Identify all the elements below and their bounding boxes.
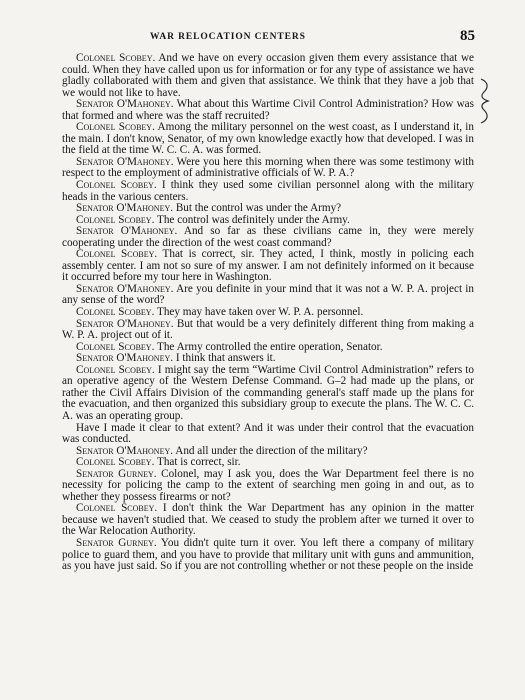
paragraph-text: But the control was under the Army?: [175, 202, 342, 215]
paragraph-text: That is correct, sir.: [157, 456, 241, 469]
paragraph-text: Colonel, may I ask you, does the War Department feel there is no necessity for policing the camp to the extent of searching men going in and out, as to whether they possess firearms or not?: [62, 467, 474, 503]
transcript-paragraph: [62, 99, 474, 122]
speaker-name: Colonel Scobey.: [76, 502, 158, 515]
paragraph-text: I might say the term “Wartime Civil Control Administration” refers to an operative agency of the Western Defense Command. G–2 had made up the plans, or rather the Civil Affairs Division of the commanding general's staff made up the plans for the evacuation, and then organized this subsidiary group to execute the plans. The W. C. C. A. was an operating group.: [62, 363, 475, 422]
paragraph-text: That is correct, sir. They acted, I think, mostly in policing each assembly center. I am not so sure of my answer. I am not definitely informed on it because it occurred before my tour here in Washington.: [62, 248, 474, 284]
transcript-paragraph: [62, 319, 474, 342]
speaker-name: Senator O'Mahoney.: [76, 352, 174, 365]
speaker-name: Senator Gurney.: [76, 467, 157, 480]
transcript-paragraph: [62, 538, 474, 573]
speaker-name: Colonel Scobey.: [76, 179, 157, 192]
speaker-name: Senator O'Mahoney.: [76, 98, 174, 111]
transcript-paragraph: [62, 157, 474, 180]
speaker-name: Colonel Scobey.: [76, 456, 155, 469]
page-number: 85: [460, 28, 475, 44]
transcript-paragraph: [62, 503, 474, 538]
handwritten-brace-mark: [478, 78, 492, 124]
speaker-name: Senator O'Mahoney.: [76, 225, 178, 238]
transcript-paragraph: [62, 122, 474, 157]
speaker-name: Colonel Scobey.: [76, 340, 155, 353]
paragraph-text: The control was definitely under the Army.: [157, 213, 350, 226]
paragraph-text: You didn't quite turn it over. You left there a company of military police to guard them, and you have to provide that military unit with guns and ammunition, as you have just said. So if you are not controlling whether or not these people on the inside: [62, 536, 474, 573]
speaker-name: Senator O'Mahoney.: [76, 444, 174, 457]
speaker-name: Colonel Scobey.: [76, 121, 155, 134]
paragraph-text: I think they used some civilian personnel along with the military heads in the various centers.: [62, 179, 475, 203]
transcript-paragraph: [62, 469, 474, 504]
speaker-name: Senator O'Mahoney.: [76, 155, 174, 168]
transcript-paragraph: [62, 226, 474, 249]
page-header: [60, 28, 475, 48]
speaker-name: Colonel Scobey.: [76, 52, 156, 64]
transcript-paragraph: [62, 423, 474, 446]
paragraph-text: And so far as these civilians came in, they were merely cooperating under the direction of the west coast command?: [62, 225, 474, 249]
speaker-name: Senator O'Mahoney.: [76, 202, 174, 215]
paragraph-text: And all under the direction of the military?: [175, 444, 368, 457]
speaker-name: Senator O'Mahoney.: [76, 282, 174, 295]
speaker-name: Colonel Scobey.: [76, 248, 158, 261]
paragraph-text: I think that answers it.: [175, 352, 276, 365]
paragraph-text: I don't think the War Department has any opinion in the matter because we haven't studied that. We ceased to study the problem after we turned it over to the War Relocation Authority.: [62, 502, 475, 538]
transcript-body: [62, 53, 474, 573]
paragraph-text: Were you here this morning when there was some testimony with respect to the employment of administrative officials of W. P. A.?: [62, 155, 475, 180]
speaker-name: Colonel Scobey.: [76, 306, 155, 319]
paragraph-text: Have I made it clear to that extent? And it was under their control that the evacuation was conducted.: [62, 421, 474, 446]
paragraph-text: The Army controlled the entire operation, Senator.: [157, 340, 383, 353]
paragraph-text: Are you definite in your mind that it was not a W. P. A. project in any sense of the word?: [62, 282, 474, 307]
speaker-name: Colonel Scobey.: [76, 363, 155, 376]
running-head: WAR RELOCATION CENTERS: [150, 32, 306, 42]
transcript-paragraph: [62, 284, 474, 307]
transcript-paragraph: [62, 53, 474, 99]
speaker-name: Colonel Scobey.: [76, 213, 155, 226]
paragraph-text: Among the military personnel on the west coast, as I understand it, in the main. I don't know, Senator, of my own knowledge exactly how that developed. I was in the field at the time W. C. C. A. was formed.: [62, 121, 475, 157]
transcript-paragraph: [62, 180, 474, 203]
transcript-paragraph: [62, 249, 474, 284]
speaker-name: Senator O'Mahoney.: [76, 317, 174, 330]
paragraph-text: And we have on every occasion given them every assistance that we could. When they have called upon us for information or for any type of assistance we have gladly collaborated with them and given that assistance. We think that they have a job that we would not like to have.: [62, 52, 474, 99]
paragraph-text: What about this Wartime Civil Control Administration? How was that formed and where was the staff recruited?: [62, 98, 474, 122]
paragraph-text: But that would be a very definitely different thing from making a W. P. A. project out of it.: [62, 317, 475, 342]
speaker-name: Senator Gurney.: [76, 536, 157, 549]
paragraph-text: They may have taken over W. P. A. personnel.: [157, 306, 364, 319]
transcript-paragraph: [62, 365, 474, 423]
